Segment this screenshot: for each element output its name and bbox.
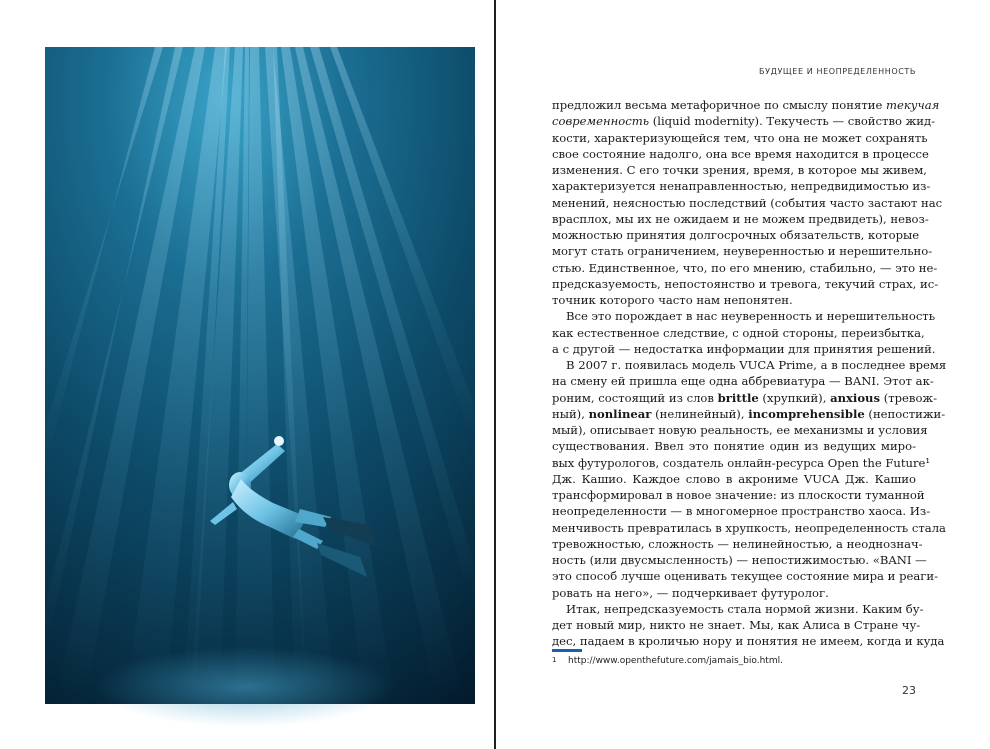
text-line (552, 357, 947, 373)
text-run: можностью принятия долгосрочных обязательств, которые (552, 228, 920, 242)
text-line (552, 292, 916, 308)
text-run: менений, неясностью последствий (события часто застают нас (552, 195, 943, 210)
text-run: предсказуемость, непостоянство и тревога, текучий страх, ис- (552, 276, 939, 291)
page-number: 23 (902, 684, 916, 697)
text-line (552, 341, 936, 357)
text-line (552, 552, 927, 568)
text-run: свое состояние надолго, она все время находится в процессе (552, 146, 929, 161)
text-run: это способ лучше оценивать текущее состояние мира и реаги- (552, 569, 938, 584)
text-line (552, 211, 929, 227)
text-line (552, 243, 933, 259)
text-run: В 2007 г. появилась модель VUCA Prime, а в последнее время (566, 358, 947, 372)
text-run: мый), описывает новую реальность, ее механизмы и условия (552, 423, 928, 437)
text-run: могут стать ограничением, неуверенностью и нерешительно- (552, 244, 933, 259)
text-line (552, 276, 939, 292)
text-line (552, 455, 931, 471)
bold-term: incomprehensible (748, 406, 865, 421)
text-line (552, 585, 916, 601)
text-line (552, 601, 924, 617)
text-run: (непостижи- (864, 406, 946, 421)
text-run: как естественное следствие, с одной стороны, переизбытка, (552, 325, 925, 340)
text-line (552, 406, 946, 422)
text-run: неопределенности — в многомерное пространство хаоса. Из- (552, 504, 931, 519)
text-run: Итак, непредсказуемость стала нормой жизни. Каким бу- (566, 601, 924, 616)
text-line (552, 308, 936, 324)
text-line (552, 325, 925, 341)
text-run: ровать на него», — подчеркивает футуролог. (552, 585, 829, 600)
text-run: (хрупкий), (758, 390, 831, 405)
text-run: изменения. С его точки зрения, время, в которое мы живем, (552, 163, 927, 177)
text-line (552, 487, 925, 503)
text-run: ный), (552, 406, 589, 421)
text-run: (liquid modernity). Текучесть — свойство жид- (649, 114, 936, 129)
text-line (552, 568, 938, 584)
text-line (552, 422, 928, 438)
text-line (552, 113, 936, 129)
text-run: (тревож- (880, 390, 938, 405)
text-line (552, 390, 938, 406)
text-line (552, 438, 916, 454)
text-run: характеризуется ненаправленностью, непредвидимостью из- (552, 179, 931, 194)
italic-term: текучая (886, 98, 940, 112)
text-line (552, 536, 923, 552)
text-line (552, 520, 946, 536)
text-line (552, 260, 938, 276)
freediver-underwater-image (45, 47, 475, 704)
text-line (552, 227, 920, 243)
page-gutter (494, 0, 496, 749)
text-line (552, 617, 921, 633)
text-run: стью. Единственное, что, по его мнению, стабильно, — это не- (552, 260, 938, 275)
text-line (552, 373, 934, 389)
text-line (552, 146, 929, 162)
text-line (552, 97, 940, 113)
text-line (552, 633, 945, 649)
text-line (552, 471, 916, 487)
text-run: тревожностью, сложность — нелинейностью, а неоднознач- (552, 536, 923, 551)
text-run: ность (или двусмысленность) — непостижимостью. «BANI — (552, 553, 927, 567)
text-run: существования. Ввел это понятие один из ведущих миро- (552, 439, 916, 454)
text-run: вых футурологов, создатель онлайн-ресурса Open the Future¹ (552, 455, 931, 470)
text-run: Все это порождает в нас неуверенность и нерешительность (566, 309, 936, 324)
text-run: а с другой — недостатка информации для принятия решений. (552, 341, 936, 356)
bold-term: brittle (717, 390, 759, 405)
body-text (552, 97, 947, 650)
text-line (552, 178, 931, 194)
text-run: точник которого часто нам непонятен. (552, 293, 793, 307)
text-run: врасплох, мы их не ожидаем и не можем предвидеть), невоз- (552, 211, 929, 226)
text-run: (нелинейный), (651, 406, 749, 421)
text-run: дет новый мир, никто не знает. Мы, как Алиса в Стране чу- (552, 618, 921, 632)
footnote-rule (552, 649, 582, 652)
running-head: БУДУЩЕЕ И НЕОПРЕДЕЛЕННОСТЬ (759, 67, 916, 76)
text-line (552, 195, 943, 211)
bold-term: anxious (830, 390, 881, 405)
text-line (552, 503, 931, 519)
freediver-photo (45, 47, 475, 704)
text-run: трансформировал в новое значение: из плоскости туманной (552, 488, 925, 502)
text-run: дес, падаем в кроличью нору и понятия не имеем, когда и куда (552, 634, 945, 649)
text-run: роним, состоящий из слов (552, 390, 718, 405)
text-run: предложил весьма метафоричное по смыслу понятие (552, 98, 887, 112)
text-run: на смену ей пришла еще одна аббревиатура — BANI. Этот ак- (552, 374, 934, 389)
text-run: кости, характеризующейся тем, что она не может сохранять (552, 130, 928, 145)
italic-term: современность (552, 114, 650, 129)
footnote-link[interactable]: http://www.openthefuture.com/jamais_bio.html. (568, 656, 783, 666)
text-run: Дж. Кашио. Каждое слово в акрониме VUCA Дж. Кашио (552, 471, 916, 486)
bold-term: nonlinear (588, 406, 652, 421)
text-line (552, 162, 927, 178)
text-run: менчивость превратилась в хрупкость, неопределенность стала (552, 520, 946, 535)
footnote (552, 656, 916, 666)
text-line (552, 130, 928, 146)
footnote-number: 1 (552, 656, 557, 664)
